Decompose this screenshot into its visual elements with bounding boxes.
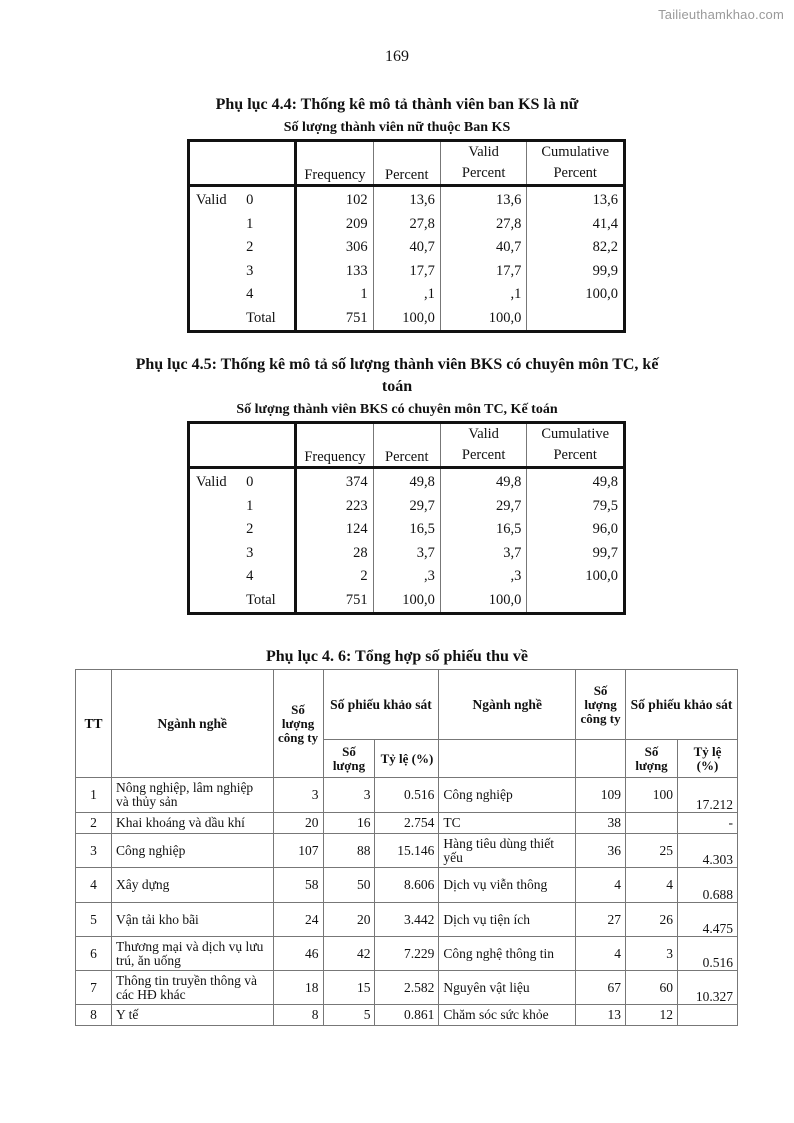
cell-companies: 58	[273, 868, 323, 903]
cell-ratio: 7.229	[375, 937, 439, 971]
cell-percent: 49,8	[373, 468, 440, 495]
cell-tt: 2	[76, 813, 112, 834]
table1	[187, 139, 626, 333]
cell-valid-percent: 16,5	[440, 518, 527, 542]
cell-percent: 3,7	[373, 542, 440, 566]
cell-cumulative-percent: 99,9	[527, 260, 625, 284]
row-value: 0	[238, 186, 296, 213]
header-cumulative-line1: Cumulative	[541, 144, 610, 160]
cell-frequency: 751	[345, 591, 368, 608]
cell-valid-percent: 13,6	[440, 186, 527, 213]
table-row	[76, 868, 738, 903]
cell-frequency: 223	[345, 497, 368, 514]
cell-frequency: 751	[345, 309, 368, 326]
group-label: Valid	[196, 192, 227, 209]
row-value: 2	[238, 518, 296, 542]
cell-frequency: 133	[345, 262, 368, 279]
header-percent: Percent	[373, 423, 440, 468]
group-label	[189, 518, 239, 542]
header-survey-group-2: Số phiếu khảo sát	[626, 670, 738, 740]
cell-industry: Thương mại và dịch vụ lưu trú, ăn uống	[111, 937, 273, 971]
cell-industry-2: Chăm sóc sức khỏe	[439, 1005, 576, 1026]
cell-count-2: 3	[626, 937, 678, 971]
header-tt: TT	[76, 670, 112, 778]
cell-tt: 6	[76, 937, 112, 971]
cell-ratio-2: 0.688	[677, 868, 737, 903]
cell-percent: 29,7	[373, 495, 440, 519]
cell-ratio-2: 17.212	[677, 778, 737, 813]
table-row	[189, 236, 625, 260]
table3	[75, 669, 738, 1026]
cell-tt: 1	[76, 778, 112, 813]
cell-percent: 16,5	[373, 518, 440, 542]
cell-companies: 3	[273, 778, 323, 813]
cell-companies-2: 13	[576, 1005, 626, 1026]
table-row	[189, 283, 625, 307]
cell-ratio: 2.582	[375, 971, 439, 1005]
table-row	[189, 589, 625, 614]
header-cumulative-percent	[527, 141, 625, 186]
header-valid-percent-line1: Valid	[468, 144, 499, 160]
group-label	[189, 213, 239, 237]
cell-tt: 5	[76, 903, 112, 937]
group-label	[189, 307, 239, 332]
table2-title-line1: Phụ lục 4.5: Thống kê mô tả số lượng thành viên BKS có chuyên môn TC, kế	[135, 356, 659, 373]
header-valid-percent-line2: Percent	[461, 165, 506, 181]
cell-count-2	[626, 813, 678, 834]
header-industry: Ngành nghề	[111, 670, 273, 778]
group-label	[189, 589, 239, 614]
cell-ratio: 0.516	[375, 778, 439, 813]
cell-frequency: 374	[345, 474, 368, 491]
row-value: 3	[238, 260, 296, 284]
header-valid-percent-line1: Valid	[468, 426, 499, 442]
group-label	[189, 260, 239, 284]
cell-ratio: 0.861	[375, 1005, 439, 1026]
row-value: Total	[238, 307, 296, 332]
cell-companies-2: 4	[576, 937, 626, 971]
cell-valid-percent: 27,8	[440, 213, 527, 237]
cell-percent: 100,0	[373, 589, 440, 614]
header-industry-2: Ngành nghề	[439, 670, 576, 740]
header-percent: Percent	[373, 141, 440, 186]
header-cumulative-line2: Percent	[553, 165, 597, 181]
cell-valid-percent: 29,7	[440, 495, 527, 519]
cell-companies: 107	[273, 834, 323, 868]
cell-valid-percent: 100,0	[440, 307, 527, 332]
cell-industry-2: Công nghiệp	[439, 778, 576, 813]
row-value: 0	[238, 468, 296, 495]
cell-companies: 20	[273, 813, 323, 834]
group-label	[189, 236, 239, 260]
cell-ratio: 2.754	[375, 813, 439, 834]
cell-percent: 13,6	[373, 186, 440, 213]
cell-percent: ,3	[373, 565, 440, 589]
cell-industry: Y tế	[111, 1005, 273, 1026]
cell-cumulative-percent: 82,2	[527, 236, 625, 260]
table-row	[189, 213, 625, 237]
table2-title-line2: toán	[381, 378, 413, 395]
cell-count: 16	[323, 813, 375, 834]
table-row	[189, 186, 625, 213]
cell-frequency: 28	[353, 544, 368, 561]
cell-companies: 24	[273, 903, 323, 937]
cell-count-2: 26	[626, 903, 678, 937]
cell-count: 5	[323, 1005, 375, 1026]
header-blank	[189, 141, 239, 186]
cell-cumulative-percent	[527, 589, 625, 614]
cell-ratio-2	[677, 1005, 737, 1026]
row-value: 4	[238, 565, 296, 589]
table-row	[189, 495, 625, 519]
row-value: 1	[238, 213, 296, 237]
cell-valid-percent: ,1	[440, 283, 527, 307]
cell-ratio-2: -	[677, 813, 737, 834]
cell-count-2: 100	[626, 778, 678, 813]
cell-cumulative-percent: 79,5	[527, 495, 625, 519]
cell-industry: Công nghiệp	[111, 834, 273, 868]
group-label: Valid	[196, 474, 227, 491]
cell-industry-2: Công nghệ thông tin	[439, 937, 576, 971]
cell-count-2: 4	[626, 868, 678, 903]
cell-valid-percent: 49,8	[440, 468, 527, 495]
header-valid-percent	[440, 423, 527, 468]
cell-percent: ,1	[373, 283, 440, 307]
table3-title: Phụ lục 4. 6: Tổng hợp số phiếu thu về	[266, 648, 528, 665]
cell-frequency: 209	[345, 215, 368, 232]
cell-ratio: 3.442	[375, 903, 439, 937]
cell-industry-2: Hàng tiêu dùng thiết yếu	[439, 834, 576, 868]
cell-cumulative-percent: 49,8	[527, 468, 625, 495]
header-company-count: Số lượng công ty	[273, 670, 323, 778]
header-count-2: Số lượng	[626, 740, 678, 778]
cell-cumulative-percent: 99,7	[527, 542, 625, 566]
table-row	[189, 542, 625, 566]
header-count: Số lượng	[323, 740, 375, 778]
row-value: 3	[238, 542, 296, 566]
cell-tt: 4	[76, 868, 112, 903]
cell-companies-2: 38	[576, 813, 626, 834]
cell-count: 20	[323, 903, 375, 937]
header-frequency: Frequency	[296, 423, 373, 468]
cell-count: 50	[323, 868, 375, 903]
table-row	[189, 518, 625, 542]
table2-subtitle: Số lượng thành viên BKS có chuyên môn TC, Kế toán	[236, 402, 558, 417]
cell-ratio-2: 10.327	[677, 971, 737, 1005]
row-value: 2	[238, 236, 296, 260]
cell-ratio: 15.146	[375, 834, 439, 868]
table-row	[76, 778, 738, 813]
cell-frequency: 306	[345, 239, 368, 256]
table1-title: Phụ lục 4.4: Thống kê mô tả thành viên ban KS là nữ	[215, 96, 579, 113]
header-ratio: Tỷ lệ (%)	[375, 740, 439, 778]
group-label	[189, 495, 239, 519]
cell-industry: Khai khoáng và dầu khí	[111, 813, 273, 834]
table-row	[76, 937, 738, 971]
table-row	[189, 468, 625, 495]
header-empty-2	[576, 740, 626, 778]
cell-companies-2: 109	[576, 778, 626, 813]
cell-industry-2: TC	[439, 813, 576, 834]
cell-companies-2: 67	[576, 971, 626, 1005]
cell-industry: Thông tin truyền thông và các HĐ khác	[111, 971, 273, 1005]
cell-valid-percent: 3,7	[440, 542, 527, 566]
header-empty-1	[439, 740, 576, 778]
watermark: Tailieuthamkhao.com	[658, 7, 784, 22]
cell-count-2: 60	[626, 971, 678, 1005]
page-number: 169	[385, 48, 409, 65]
cell-companies-2: 4	[576, 868, 626, 903]
cell-cumulative-percent: 100,0	[527, 565, 625, 589]
header-blank	[238, 423, 296, 468]
header-ratio-2: Tỷ lệ (%)	[677, 740, 737, 778]
cell-valid-percent: 17,7	[440, 260, 527, 284]
cell-frequency: 102	[345, 192, 368, 209]
table-row	[189, 565, 625, 589]
header-blank	[238, 141, 296, 186]
cell-companies: 8	[273, 1005, 323, 1026]
group-label	[189, 283, 239, 307]
row-value: 4	[238, 283, 296, 307]
cell-cumulative-percent: 41,4	[527, 213, 625, 237]
table-row	[189, 260, 625, 284]
header-valid-percent	[440, 141, 527, 186]
cell-valid-percent: 40,7	[440, 236, 527, 260]
table-row	[76, 971, 738, 1005]
header-valid-percent-line2: Percent	[461, 447, 506, 463]
cell-companies: 46	[273, 937, 323, 971]
table-row	[76, 1005, 738, 1026]
header-frequency: Frequency	[296, 141, 373, 186]
table1-subtitle: Số lượng thành viên nữ thuộc Ban KS	[283, 120, 511, 135]
cell-tt: 7	[76, 971, 112, 1005]
row-value: 1	[238, 495, 296, 519]
cell-count-2: 25	[626, 834, 678, 868]
row-value: Total	[238, 589, 296, 614]
cell-ratio: 8.606	[375, 868, 439, 903]
group-label	[189, 542, 239, 566]
cell-cumulative-percent	[527, 307, 625, 332]
cell-companies-2: 36	[576, 834, 626, 868]
cell-industry-2: Dịch vụ tiện ích	[439, 903, 576, 937]
cell-count: 3	[323, 778, 375, 813]
cell-companies-2: 27	[576, 903, 626, 937]
cell-industry: Xây dựng	[111, 868, 273, 903]
cell-companies: 18	[273, 971, 323, 1005]
cell-cumulative-percent: 96,0	[527, 518, 625, 542]
cell-industry: Vận tải kho bãi	[111, 903, 273, 937]
cell-industry-2: Dịch vụ viễn thông	[439, 868, 576, 903]
group-label	[189, 565, 239, 589]
table-row	[189, 307, 625, 332]
cell-ratio-2: 4.475	[677, 903, 737, 937]
cell-ratio-2: 0.516	[677, 937, 737, 971]
cell-ratio-2: 4.303	[677, 834, 737, 868]
header-cumulative-line2: Percent	[553, 447, 597, 463]
table-row	[76, 903, 738, 937]
cell-percent: 27,8	[373, 213, 440, 237]
cell-industry: Nông nghiệp, lâm nghiệp và thủy sản	[111, 778, 273, 813]
cell-frequency: 124	[345, 521, 368, 538]
table-row	[76, 813, 738, 834]
header-company-count-2: Số lượng công ty	[576, 670, 626, 740]
cell-percent: 17,7	[373, 260, 440, 284]
cell-cumulative-percent: 13,6	[527, 186, 625, 213]
table2	[187, 421, 626, 615]
cell-cumulative-percent: 100,0	[527, 283, 625, 307]
cell-count: 15	[323, 971, 375, 1005]
cell-count: 42	[323, 937, 375, 971]
cell-tt: 3	[76, 834, 112, 868]
table-row	[76, 834, 738, 868]
cell-count: 88	[323, 834, 375, 868]
cell-percent: 40,7	[373, 236, 440, 260]
cell-count-2: 12	[626, 1005, 678, 1026]
header-survey-group: Số phiếu khảo sát	[323, 670, 439, 740]
cell-percent: 100,0	[373, 307, 440, 332]
header-blank	[189, 423, 239, 468]
cell-frequency: 1	[360, 286, 368, 303]
header-cumulative-percent	[527, 423, 625, 468]
cell-tt: 8	[76, 1005, 112, 1026]
cell-valid-percent: ,3	[440, 565, 527, 589]
header-cumulative-line1: Cumulative	[541, 426, 610, 442]
cell-valid-percent: 100,0	[440, 589, 527, 614]
cell-frequency: 2	[360, 568, 368, 585]
cell-industry-2: Nguyên vật liệu	[439, 971, 576, 1005]
